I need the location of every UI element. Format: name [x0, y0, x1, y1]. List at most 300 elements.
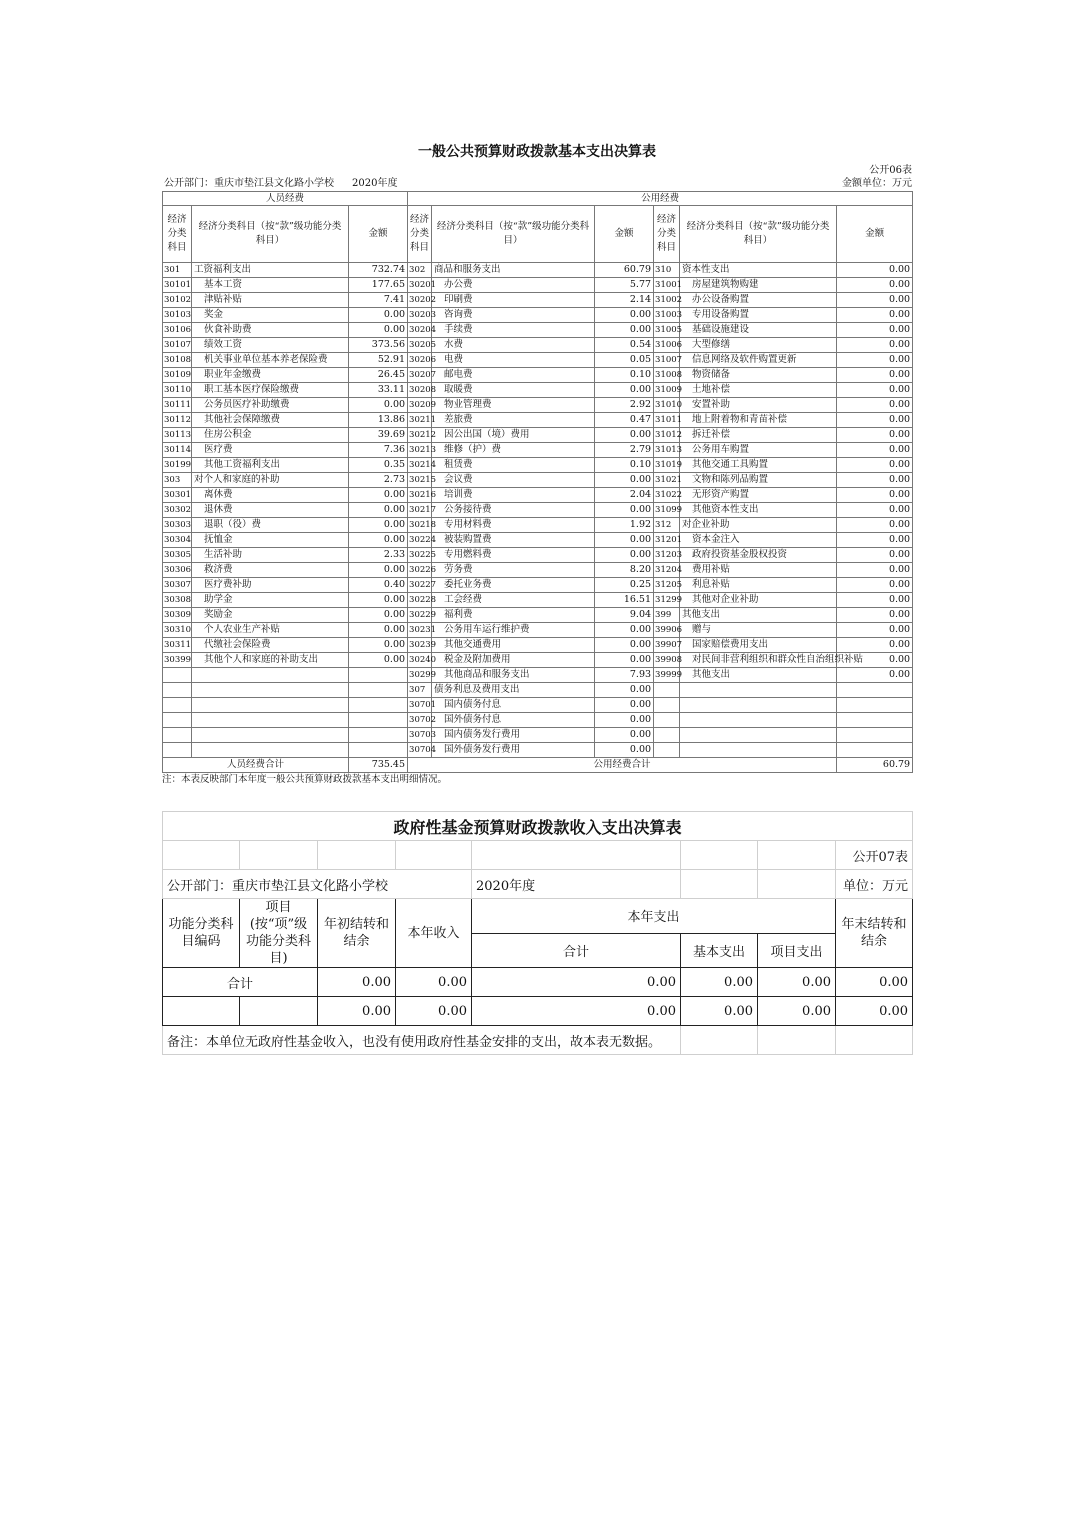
public-amount: 2.04 [595, 488, 654, 503]
personnel-amount [349, 698, 408, 713]
personnel-code: 303 [163, 473, 192, 488]
personnel-amount: 0.00 [349, 488, 408, 503]
personnel-amount: 2.73 [349, 473, 408, 488]
table-row [163, 653, 913, 668]
personnel-name: 离休费 [192, 488, 349, 503]
public-name: 专用燃料费 [432, 548, 595, 563]
personnel-name: 住房公积金 [192, 428, 349, 443]
capital-amount: 0.00 [837, 578, 913, 593]
table-row [163, 458, 913, 473]
personnel-amount: 33.11 [349, 383, 408, 398]
capital-name: 其他支出 [680, 608, 837, 623]
capital-code: 31205 [654, 578, 680, 593]
capital-name: 土地补偿 [680, 383, 837, 398]
personnel-code: 30107 [163, 338, 192, 353]
public-name: 税金及附加费用 [432, 653, 595, 668]
table-row [163, 728, 913, 743]
public-amount: 0.00 [595, 473, 654, 488]
public-amount: 5.77 [595, 278, 654, 293]
table-row [163, 623, 913, 638]
personnel-code: 30114 [163, 443, 192, 458]
public-amount: 0.00 [595, 503, 654, 518]
public-name: 委托业务费 [432, 578, 595, 593]
personnel-amount: 0.00 [349, 608, 408, 623]
public-name: 商品和服务支出 [432, 263, 595, 278]
capital-code: 31022 [654, 488, 680, 503]
public-amount: 0.10 [595, 368, 654, 383]
public-amount: 60.79 [595, 263, 654, 278]
total-income: 0.00 [396, 968, 472, 997]
table-06-section [162, 140, 912, 787]
public-amount: 0.05 [595, 353, 654, 368]
personnel-name: 抚恤金 [192, 533, 349, 548]
header-code: 经济分类科目 [654, 206, 680, 263]
header-basic: 基本支出 [681, 933, 758, 968]
table-row [163, 263, 913, 278]
capital-amount: 0.00 [837, 563, 913, 578]
table-row [163, 997, 913, 1026]
public-name: 因公出国（境）费用 [432, 428, 595, 443]
capital-name [680, 728, 837, 743]
personnel-name: 助学金 [192, 593, 349, 608]
capital-amount: 0.00 [837, 608, 913, 623]
capital-code: 39907 [654, 638, 680, 653]
public-amount: 0.10 [595, 458, 654, 473]
capital-amount: 0.00 [837, 593, 913, 608]
capital-name: 地上附着物和青苗补偿 [680, 413, 837, 428]
capital-amount: 0.00 [837, 638, 913, 653]
personnel-name: 职工基本医疗保险缴费 [192, 383, 349, 398]
personnel-amount: 0.00 [349, 503, 408, 518]
total-public-label: 公用经费合计 [408, 758, 837, 773]
personnel-amount: 0.00 [349, 518, 408, 533]
personnel-amount: 0.00 [349, 533, 408, 548]
table-06-meta [162, 177, 912, 191]
capital-amount: 0.00 [837, 413, 913, 428]
public-code: 30209 [408, 398, 432, 413]
header-sum: 合计 [472, 933, 681, 968]
table-row [163, 413, 913, 428]
personnel-code [163, 668, 192, 683]
capital-name: 其他支出 [680, 668, 837, 683]
table-row [163, 353, 913, 368]
capital-code: 39908 [654, 653, 680, 668]
public-code: 30227 [408, 578, 432, 593]
capital-amount [837, 698, 913, 713]
capital-name: 专用设备购置 [680, 308, 837, 323]
capital-code: 312 [654, 518, 680, 533]
personnel-amount: 0.00 [349, 653, 408, 668]
table-07-year: 2020年度 [472, 870, 681, 899]
capital-name: 资本金注入 [680, 533, 837, 548]
personnel-code: 30303 [163, 518, 192, 533]
table-row [163, 488, 913, 503]
header-item: 项目(按“项”级功能分类科目) [240, 899, 318, 968]
capital-code [654, 683, 680, 698]
public-code: 30203 [408, 308, 432, 323]
personnel-amount: 39.69 [349, 428, 408, 443]
personnel-code: 30305 [163, 548, 192, 563]
capital-code: 31011 [654, 413, 680, 428]
capital-amount: 0.00 [837, 653, 913, 668]
capital-amount [837, 683, 913, 698]
personnel-code [163, 728, 192, 743]
table-06-code: 公开06表 [869, 165, 912, 176]
capital-name: 信息网络及软件购置更新 [680, 353, 837, 368]
capital-amount: 0.00 [837, 548, 913, 563]
table-07-title: 政府性基金预算财政拨款收入支出决算表 [163, 812, 913, 841]
table-07-code: 公开07表 [836, 841, 913, 870]
personnel-code: 30301 [163, 488, 192, 503]
table-row [163, 443, 913, 458]
table-row [163, 398, 913, 413]
personnel-code: 30103 [163, 308, 192, 323]
public-amount: 2.14 [595, 293, 654, 308]
personnel-code: 301 [163, 263, 192, 278]
personnel-code: 30304 [163, 533, 192, 548]
capital-amount: 0.00 [837, 293, 913, 308]
row-income: 0.00 [396, 997, 472, 1026]
capital-code [654, 728, 680, 743]
personnel-code: 30310 [163, 623, 192, 638]
public-amount: 0.00 [595, 428, 654, 443]
capital-name [680, 743, 837, 758]
capital-code: 31019 [654, 458, 680, 473]
personnel-code: 30309 [163, 608, 192, 623]
personnel-amount: 0.00 [349, 593, 408, 608]
header-begin-balance: 年初结转和结余 [318, 899, 396, 968]
row-basic: 0.00 [681, 997, 758, 1026]
table-row [163, 473, 913, 488]
capital-amount: 0.00 [837, 503, 913, 518]
public-code: 30218 [408, 518, 432, 533]
personnel-name [192, 728, 349, 743]
personnel-amount: 732.74 [349, 263, 408, 278]
header-project: 项目支出 [758, 933, 836, 968]
personnel-name: 退休费 [192, 503, 349, 518]
public-amount: 0.00 [595, 638, 654, 653]
capital-amount: 0.00 [837, 443, 913, 458]
personnel-name: 机关事业单位基本养老保险费 [192, 353, 349, 368]
table-06-year: 2020年度 [352, 178, 398, 189]
public-amount: 7.93 [595, 668, 654, 683]
total-sum: 0.00 [472, 968, 681, 997]
personnel-amount: 0.00 [349, 398, 408, 413]
public-amount: 0.00 [595, 653, 654, 668]
table-row [163, 548, 913, 563]
table-row [163, 593, 913, 608]
public-amount: 0.47 [595, 413, 654, 428]
public-amount: 0.00 [595, 713, 654, 728]
personnel-code [163, 713, 192, 728]
public-name: 培训费 [432, 488, 595, 503]
personnel-amount [349, 683, 408, 698]
capital-code: 310 [654, 263, 680, 278]
public-name: 劳务费 [432, 563, 595, 578]
table-06-title: 一般公共预算财政拨款基本支出决算表 [418, 144, 656, 160]
personnel-code: 30113 [163, 428, 192, 443]
personnel-amount: 13.86 [349, 413, 408, 428]
capital-name: 利息补贴 [680, 578, 837, 593]
personnel-name: 奖金 [192, 308, 349, 323]
personnel-name [192, 743, 349, 758]
personnel-code: 30101 [163, 278, 192, 293]
table-07-unit: 单位：万元 [836, 870, 913, 899]
public-code: 30202 [408, 293, 432, 308]
personnel-code: 30102 [163, 293, 192, 308]
personnel-name: 医疗费 [192, 443, 349, 458]
public-name: 被装购置费 [432, 533, 595, 548]
public-code: 30703 [408, 728, 432, 743]
personnel-name: 代缴社会保险费 [192, 638, 349, 653]
table-06-note: 注：本表反映部门本年度一般公共预算财政拨款基本支出明细情况。 [162, 774, 448, 785]
capital-name: 无形资产购置 [680, 488, 837, 503]
public-amount: 8.20 [595, 563, 654, 578]
personnel-name: 职业年金缴费 [192, 368, 349, 383]
capital-code [654, 713, 680, 728]
personnel-amount: 26.45 [349, 368, 408, 383]
total-row [163, 968, 913, 997]
table-row [163, 503, 913, 518]
table-row [163, 533, 913, 548]
capital-amount: 0.00 [837, 338, 913, 353]
public-amount: 2.92 [595, 398, 654, 413]
public-code: 302 [408, 263, 432, 278]
table-07-section [162, 811, 912, 1055]
header-amount: 金额 [349, 206, 408, 263]
group-personnel: 人员经费 [163, 192, 408, 206]
public-name: 邮电费 [432, 368, 595, 383]
public-amount: 0.00 [595, 728, 654, 743]
public-code: 30229 [408, 608, 432, 623]
public-code: 30226 [408, 563, 432, 578]
public-amount: 0.00 [595, 323, 654, 338]
public-name: 其他交通费用 [432, 638, 595, 653]
capital-amount [837, 728, 913, 743]
table-row [163, 668, 913, 683]
personnel-amount: 177.65 [349, 278, 408, 293]
public-name: 取暖费 [432, 383, 595, 398]
capital-code [654, 698, 680, 713]
personnel-amount: 7.41 [349, 293, 408, 308]
total-project: 0.00 [758, 968, 836, 997]
personnel-code: 30110 [163, 383, 192, 398]
personnel-code: 30106 [163, 323, 192, 338]
public-amount: 0.00 [595, 698, 654, 713]
table-row [163, 683, 913, 698]
public-name: 专用材料费 [432, 518, 595, 533]
header-name: 经济分类科目（按“款”级功能分类科目） [192, 206, 349, 263]
personnel-code: 30308 [163, 593, 192, 608]
public-code: 30201 [408, 278, 432, 293]
personnel-amount: 0.00 [349, 563, 408, 578]
header-code: 经济分类科目 [163, 206, 192, 263]
personnel-code: 30399 [163, 653, 192, 668]
capital-name: 公务用车购置 [680, 443, 837, 458]
capital-name: 大型修缮 [680, 338, 837, 353]
capital-code: 31099 [654, 503, 680, 518]
capital-name: 文物和陈列品购置 [680, 473, 837, 488]
personnel-amount: 0.00 [349, 323, 408, 338]
public-code: 30204 [408, 323, 432, 338]
header-name: 经济分类科目（按“款”级功能分类科目） [680, 206, 837, 263]
capital-code: 31204 [654, 563, 680, 578]
capital-amount [837, 743, 913, 758]
capital-amount: 0.00 [837, 383, 913, 398]
table-row [163, 743, 913, 758]
capital-code [654, 743, 680, 758]
header-end-balance: 年末结转和结余 [836, 899, 913, 968]
table-row [163, 323, 913, 338]
personnel-code: 30306 [163, 563, 192, 578]
capital-name: 国家赔偿费用支出 [680, 638, 837, 653]
group-public: 公用经费 [408, 192, 913, 206]
personnel-name: 退职（役）费 [192, 518, 349, 533]
public-amount: 16.51 [595, 593, 654, 608]
capital-amount: 0.00 [837, 368, 913, 383]
public-name: 其他商品和服务支出 [432, 668, 595, 683]
public-code: 30205 [408, 338, 432, 353]
capital-name [680, 683, 837, 698]
capital-name: 物资储备 [680, 368, 837, 383]
public-name: 差旅费 [432, 413, 595, 428]
public-amount: 9.04 [595, 608, 654, 623]
capital-amount: 0.00 [837, 473, 913, 488]
public-code: 30228 [408, 593, 432, 608]
personnel-amount [349, 728, 408, 743]
personnel-name: 公务员医疗补助缴费 [192, 398, 349, 413]
public-code: 30240 [408, 653, 432, 668]
public-name: 债务利息及费用支出 [432, 683, 595, 698]
public-code: 30224 [408, 533, 432, 548]
total-personnel-value: 735.45 [349, 758, 408, 773]
capital-code: 31009 [654, 383, 680, 398]
capital-name: 资本性支出 [680, 263, 837, 278]
public-code: 30299 [408, 668, 432, 683]
personnel-amount: 0.40 [349, 578, 408, 593]
capital-name: 拆迁补偿 [680, 428, 837, 443]
public-amount: 0.00 [595, 623, 654, 638]
table-row [163, 278, 913, 293]
personnel-amount: 2.33 [349, 548, 408, 563]
capital-amount: 0.00 [837, 278, 913, 293]
capital-name: 费用补贴 [680, 563, 837, 578]
public-code: 30217 [408, 503, 432, 518]
capital-amount: 0.00 [837, 428, 913, 443]
table-row [163, 638, 913, 653]
personnel-name: 工资福利支出 [192, 263, 349, 278]
personnel-name: 医疗费补助 [192, 578, 349, 593]
total-begin: 0.00 [318, 968, 396, 997]
table-row [163, 698, 913, 713]
personnel-name: 其他社会保障缴费 [192, 413, 349, 428]
public-name: 咨询费 [432, 308, 595, 323]
table-row [163, 608, 913, 623]
public-amount: 0.00 [595, 548, 654, 563]
table-row [163, 368, 913, 383]
capital-name: 基础设施建设 [680, 323, 837, 338]
public-amount: 0.00 [595, 683, 654, 698]
capital-amount: 0.00 [837, 533, 913, 548]
public-code: 30212 [408, 428, 432, 443]
capital-name [680, 713, 837, 728]
capital-name: 政府投资基金股权投资 [680, 548, 837, 563]
table-row [163, 713, 913, 728]
public-name: 维修（护）费 [432, 443, 595, 458]
table-row [163, 578, 913, 593]
table-07 [162, 811, 913, 1055]
public-amount: 0.00 [595, 383, 654, 398]
capital-code: 31007 [654, 353, 680, 368]
header-name: 经济分类科目（按“款”级功能分类科目） [432, 206, 595, 263]
capital-name: 赠与 [680, 623, 837, 638]
public-code: 30214 [408, 458, 432, 473]
capital-amount: 0.00 [837, 308, 913, 323]
personnel-code: 30111 [163, 398, 192, 413]
capital-amount: 0.00 [837, 623, 913, 638]
table-07-note: 备注：本单位无政府性基金收入，也没有使用政府性基金安排的支出，故本表无数据。 [163, 1026, 681, 1055]
personnel-name: 生活补助 [192, 548, 349, 563]
capital-amount [837, 713, 913, 728]
capital-name: 其他对企业补助 [680, 593, 837, 608]
personnel-amount: 7.36 [349, 443, 408, 458]
table-06-dept: 公开部门：重庆市垫江县文化路小学校 [164, 178, 334, 189]
personnel-name: 救济费 [192, 563, 349, 578]
personnel-name: 其他个人和家庭的补助支出 [192, 653, 349, 668]
capital-code: 31203 [654, 548, 680, 563]
public-code: 30231 [408, 623, 432, 638]
public-code: 30213 [408, 443, 432, 458]
personnel-name: 对个人和家庭的补助 [192, 473, 349, 488]
personnel-amount [349, 668, 408, 683]
public-name: 福利费 [432, 608, 595, 623]
capital-amount: 0.00 [837, 458, 913, 473]
total-personnel-label: 人员经费合计 [163, 758, 349, 773]
public-code: 30701 [408, 698, 432, 713]
capital-code: 31299 [654, 593, 680, 608]
table-row [163, 338, 913, 353]
row-end: 0.00 [836, 997, 913, 1026]
table-row [163, 563, 913, 578]
personnel-name [192, 698, 349, 713]
capital-code: 31010 [654, 398, 680, 413]
total-basic: 0.00 [681, 968, 758, 997]
public-code: 30702 [408, 713, 432, 728]
capital-code: 31201 [654, 533, 680, 548]
personnel-code [163, 743, 192, 758]
personnel-name [192, 668, 349, 683]
public-amount: 2.79 [595, 443, 654, 458]
capital-name [680, 698, 837, 713]
public-name: 工会经费 [432, 593, 595, 608]
personnel-name [192, 713, 349, 728]
public-amount: 0.00 [595, 743, 654, 758]
capital-code: 31006 [654, 338, 680, 353]
personnel-amount [349, 713, 408, 728]
table-06-unit: 金额单位：万元 [842, 178, 912, 189]
capital-code: 31005 [654, 323, 680, 338]
table-row [163, 428, 913, 443]
public-code: 30239 [408, 638, 432, 653]
public-name: 印刷费 [432, 293, 595, 308]
personnel-amount: 0.00 [349, 308, 408, 323]
table-row [163, 308, 913, 323]
public-amount: 0.00 [595, 308, 654, 323]
personnel-code [163, 698, 192, 713]
total-end: 0.00 [836, 968, 913, 997]
public-code: 307 [408, 683, 432, 698]
public-code: 30225 [408, 548, 432, 563]
